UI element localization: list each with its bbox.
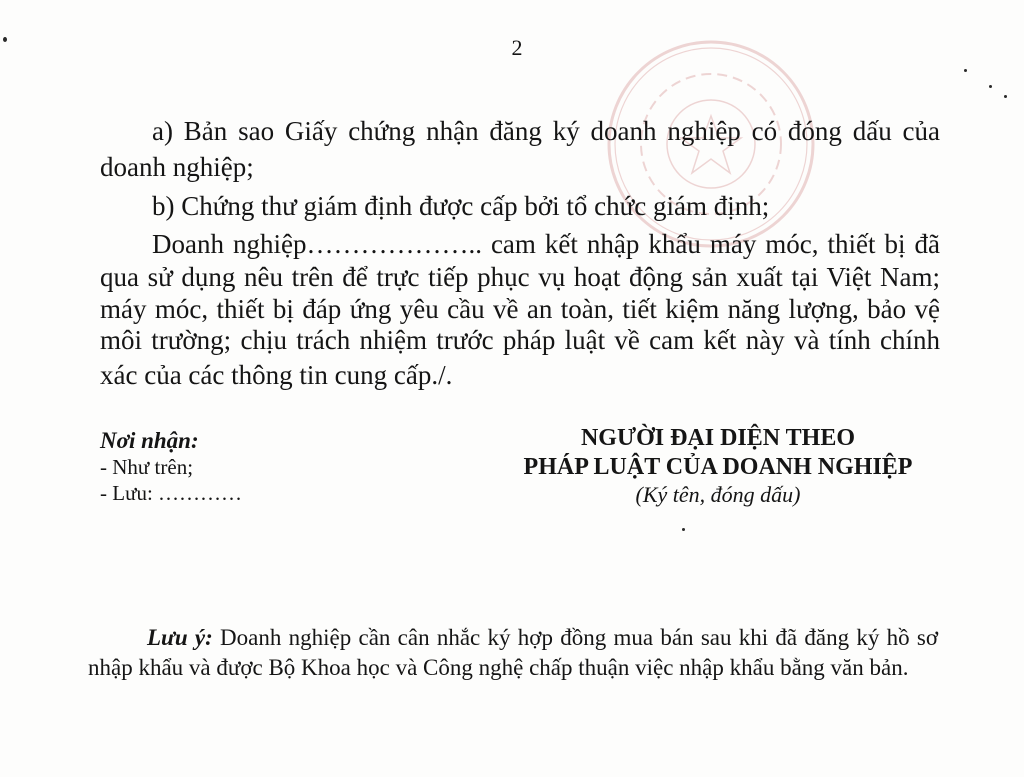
scan-speck [989,85,992,88]
commitment-line-4: môi trường; chịu trách nhiệm trước pháp luật về cam kết này và tính chính [100,325,940,355]
scan-speck [3,37,7,42]
scan-speck [1004,95,1007,98]
commitment-line-3: máy móc, thiết bị đáp ứng yêu cầu về an toàn, tiết kiệm năng lượng, bảo vệ [100,294,940,324]
item-b: b) Chứng thư giám định được cấp bởi tổ chức giám định; [152,191,770,221]
item-a-line-1: a) Bản sao Giấy chứng nhận đăng ký doanh nghiệp có đóng dấu của [152,116,940,146]
recipients-heading: Nơi nhận: [100,428,199,453]
recipient-item: - Như trên; [100,455,194,479]
note-label: Lưu ý: [147,625,213,650]
item-a-line-2: doanh nghiệp; [100,152,254,182]
signature-instruction: (Ký tên, đóng dấu) [635,482,801,507]
page-number: 2 [511,35,523,60]
signature-title-line-2: PHÁP LUẬT CỦA DOANH NGHIỆP [523,454,913,480]
signature-title-line-1: NGƯỜI ĐẠI DIỆN THEO [580,425,856,451]
recipient-item: - Lưu: ………… [100,481,243,505]
note-text-1: Doanh nghiệp cần cân nhắc ký hợp đồng mua bán sau khi đã đăng ký hồ sơ [220,625,938,650]
note-line-2: nhập khẩu và được Bộ Khoa học và Công nghệ chấp thuận việc nhập khẩu bằng văn bản. [88,655,909,680]
commitment-line-1: Doanh nghiệp……………….. cam kết nhập khẩu máy móc, thiết bị đã [152,229,940,259]
scan-speck [964,69,967,72]
scan-speck [682,528,685,531]
note-line-1 [147,623,938,653]
commitment-line-5: xác của các thông tin cung cấp./. [100,360,453,390]
commitment-line-2: qua sử dụng nêu trên để trực tiếp phục vụ hoạt động sản xuất tại Việt Nam; [100,262,940,292]
